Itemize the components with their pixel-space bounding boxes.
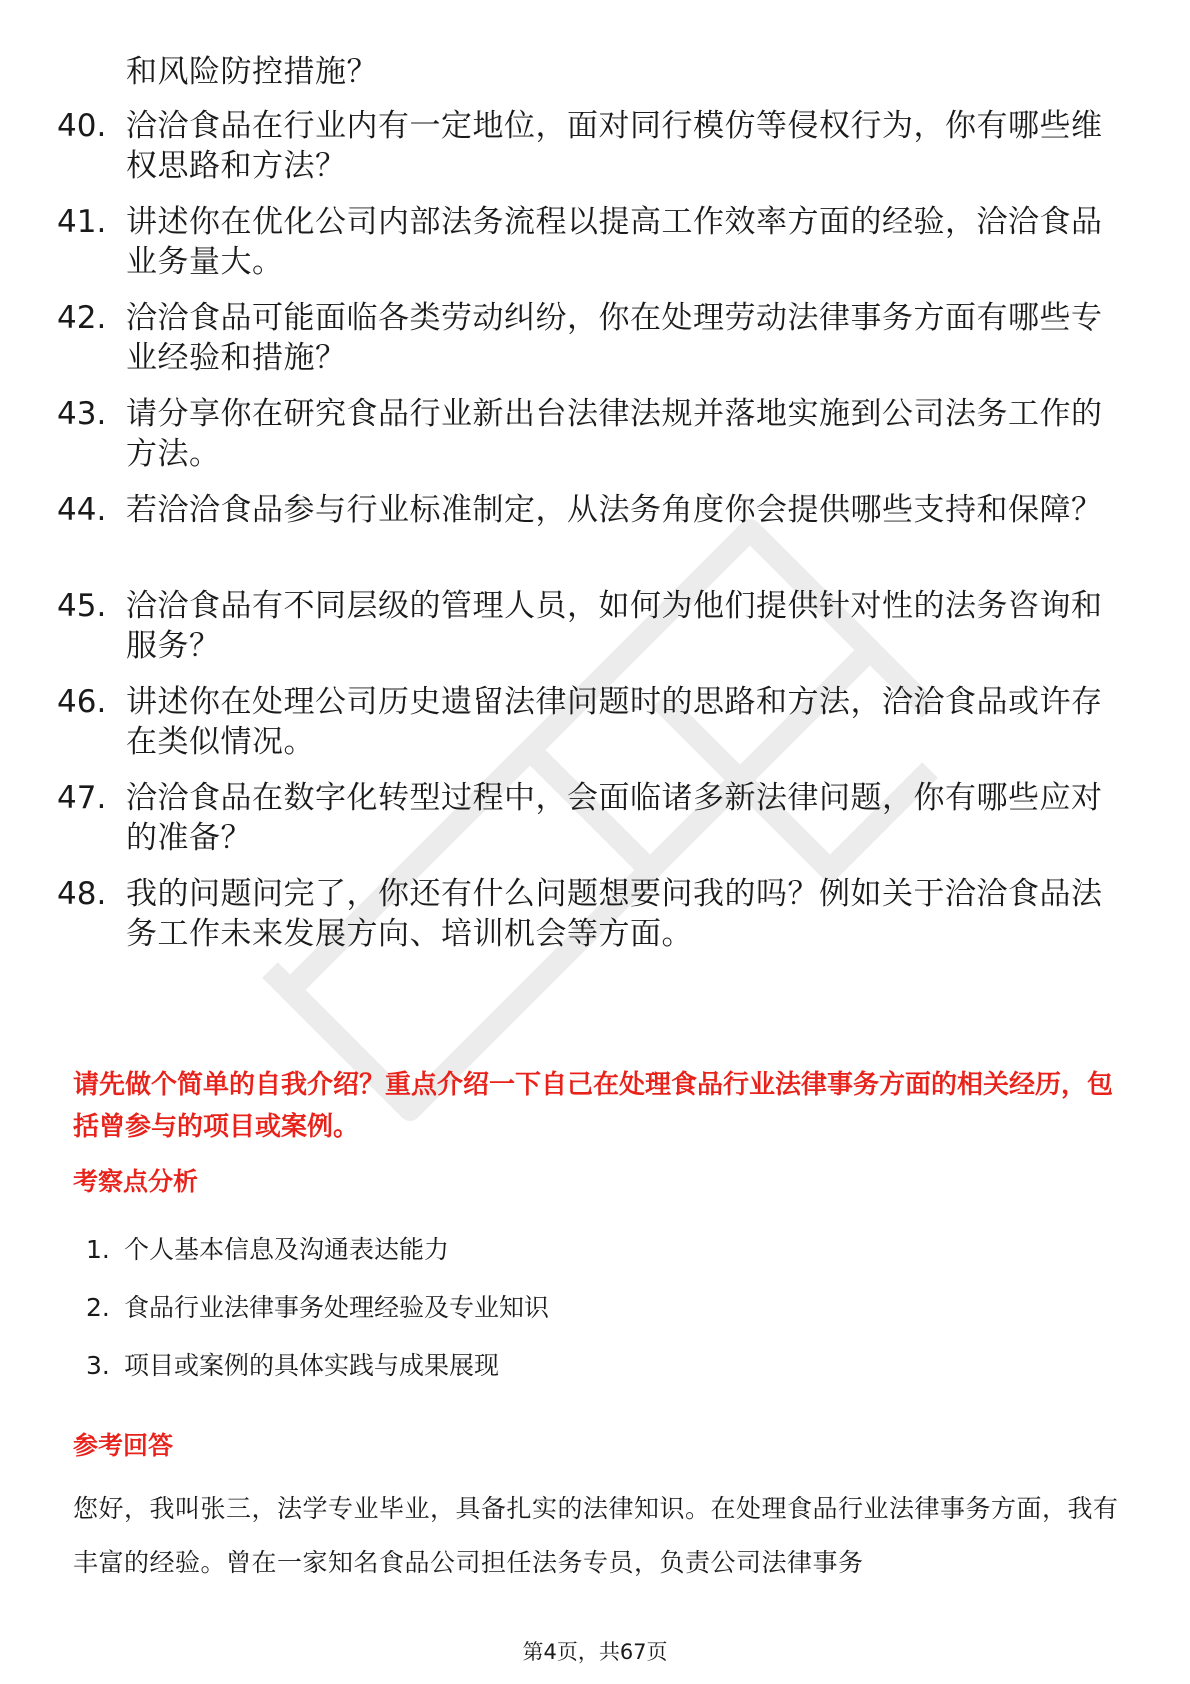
question-number: 42. (57, 300, 107, 336)
question-number: 43. (57, 396, 107, 432)
highlight-question: 请先做个简单的自我介绍？重点介绍一下自己在处理食品行业法律事务方面的相关经历，包括曾参与的项目或案例。 (73, 1070, 1114, 1142)
question-number: 45. (57, 588, 107, 624)
analysis-item-text: 个人基本信息及沟通表达能力 (124, 1235, 450, 1264)
question-text: 洽洽食品在行业内有一定地位，面对同行模仿等侵权行为，你有哪些维权思路和方法？ (126, 108, 1103, 184)
question-text: 洽洽食品有不同层级的管理人员，如何为他们提供针对性的法务咨询和服务？ (126, 588, 1103, 664)
question-text: 洽洽食品在数字化转型过程中，会面临诸多新法律问题，你有哪些应对的准备？ (126, 780, 1103, 856)
question-number: 48. (57, 876, 107, 912)
question-number: 41. (57, 204, 107, 240)
question-number: 40. (57, 108, 107, 144)
question-number: 46. (57, 684, 107, 720)
question-text: 洽洽食品可能面临各类劳动纠纷，你在处理劳动法律事务方面有哪些专业经验和措施？ (126, 300, 1103, 376)
question-text: 我的问题问完了，你还有什么问题想要问我的吗？例如关于洽洽食品法务工作未来发展方向、培训机会等方面。 (126, 876, 1103, 952)
reference-heading: 参考回答 (73, 1431, 174, 1460)
question-text: 请分享你在研究食品行业新出台法律法规并落地实施到公司法务工作的方法。 (126, 396, 1103, 472)
continued-question-text: 和风险防控措施？ (126, 54, 378, 90)
analysis-item (86, 1234, 449, 1266)
page-number: 第4页，共67页 (522, 1640, 668, 1664)
analysis-heading: 考察点分析 (73, 1167, 199, 1196)
reference-answer-text: 您好，我叫张三，法学专业毕业，具备扎实的法律知识。在处理食品行业法律事务方面，我有丰富的经验。曾在一家知名食品公司担任法务专员，负责公司法律事务 (73, 1494, 1119, 1577)
analysis-item (86, 1350, 499, 1382)
question-text: 讲述你在优化公司内部法务流程以提高工作效率方面的经验，洽洽食品业务量大。 (126, 204, 1103, 280)
question-text: 若洽洽食品参与行业标准制定，从法务角度你会提供哪些支持和保障？ (126, 492, 1103, 528)
analysis-item-text: 食品行业法律事务处理经验及专业知识 (124, 1293, 550, 1322)
analysis-item-text: 项目或案例的具体实践与成果展现 (124, 1351, 500, 1380)
question-number: 47. (57, 780, 107, 816)
analysis-item-number: 3. (86, 1351, 110, 1380)
question-text: 讲述你在处理公司历史遗留法律问题时的思路和方法，洽洽食品或许存在类似情况。 (126, 684, 1103, 760)
analysis-item-number: 1. (86, 1235, 110, 1264)
analysis-item (86, 1292, 549, 1324)
question-number: 44. (57, 492, 107, 528)
analysis-item-number: 2. (86, 1293, 110, 1322)
